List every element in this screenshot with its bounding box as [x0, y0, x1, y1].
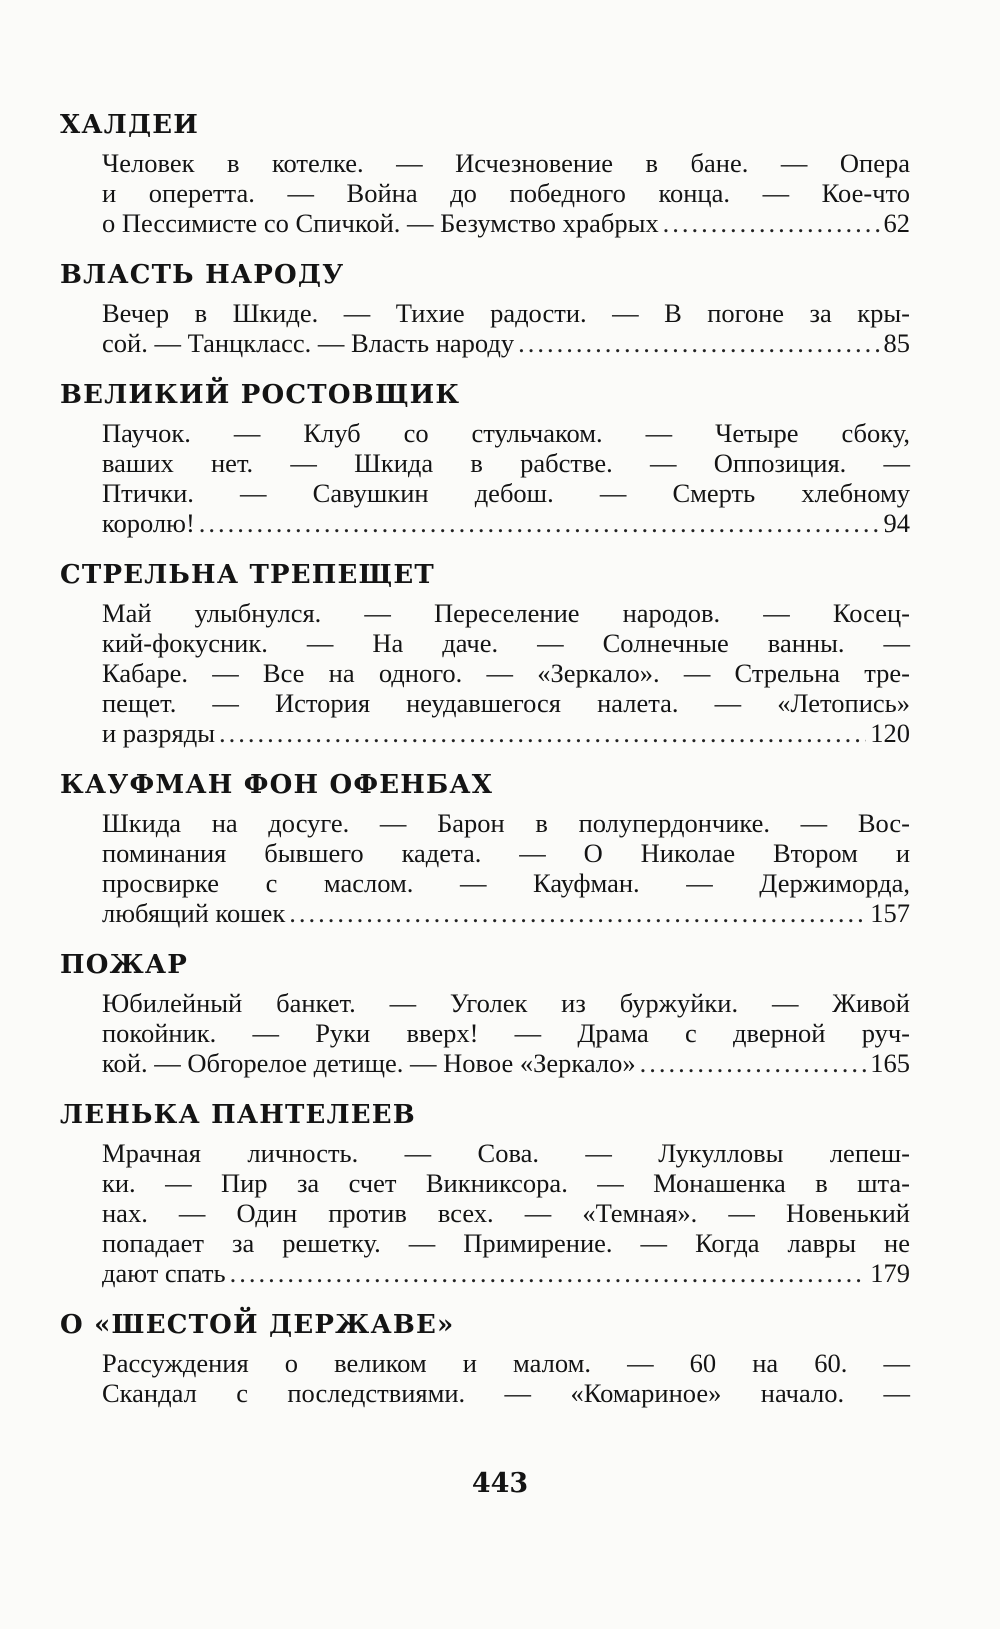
contents-entry-line: [102, 508, 910, 538]
section-contents: [102, 418, 910, 538]
contents-line: кий-фокусник. — На даче. — Солнечные ванны. —: [102, 628, 910, 658]
table-of-contents: [60, 108, 910, 1428]
contents-line: Паучок. — Клуб со стульчаком. — Четыре сбоку,: [102, 418, 910, 448]
contents-line: Рассуждения о великом и малом. — 60 на 60. —: [102, 1348, 910, 1378]
contents-line: ваших нет. — Шкида в рабстве. — Оппозиция. —: [102, 448, 910, 478]
contents-line: Птички. — Савушкин дебош. — Смерть хлебному: [102, 478, 910, 508]
contents-line: Мрачная личность. — Сова. — Лукулловы лепеш-: [102, 1138, 910, 1168]
contents-line: и разряды: [102, 718, 216, 748]
toc-section: [60, 108, 910, 238]
contents-entry-line: [102, 1258, 910, 1288]
contents-line: королю!: [102, 508, 195, 538]
page-ref: 62: [883, 208, 910, 238]
page-ref: 179: [870, 1258, 910, 1288]
toc-section: [60, 558, 910, 748]
toc-section: [60, 1308, 910, 1408]
dot-leader: [199, 508, 880, 538]
contents-line: пещет. — История неудавшегося налета. — «Летопись»: [102, 688, 910, 718]
page-ref: 165: [870, 1048, 910, 1078]
toc-section: [60, 948, 910, 1078]
page-ref: 85: [883, 328, 910, 358]
section-contents: [102, 598, 910, 748]
toc-section: [60, 1098, 910, 1288]
toc-section: [60, 378, 910, 538]
toc-section: [60, 768, 910, 928]
contents-line: Шкида на досуге. — Барон в полупердончике. — Вос-: [102, 808, 910, 838]
contents-line: покойник. — Руки вверх! — Драма с дверной руч-: [102, 1018, 910, 1048]
contents-line: поминания бывшего кадета. — О Николае Втором и: [102, 838, 910, 868]
page-ref: 157: [870, 898, 910, 928]
contents-entry-line: [102, 898, 910, 928]
section-title: ЛЕНЬКА ПАНТЕЛЕЕВ: [60, 1100, 416, 1130]
contents-line: любящий кошек: [102, 898, 286, 928]
section-contents: [102, 1138, 910, 1288]
contents-line: Кабаре. — Все на одного. — «Зеркало». — Стрельна тре-: [102, 658, 910, 688]
contents-line: Человек в котелке. — Исчезновение в бане. — Опера: [102, 148, 910, 178]
section-title: КАУФМАН ФОН ОФЕНБАХ: [60, 770, 494, 800]
contents-line: дают спать: [102, 1258, 226, 1288]
section-contents: [102, 148, 910, 238]
dot-leader: [640, 1048, 867, 1078]
contents-line: Вечер в Шкиде. — Тихие радости. — В погоне за кры-: [102, 298, 910, 328]
section-title: ХАЛДЕИ: [60, 110, 200, 140]
toc-section: [60, 258, 910, 358]
contents-entry-line: [102, 1048, 910, 1078]
contents-line: и оперетта. — Война до победного конца. — Кое-что: [102, 178, 910, 208]
section-title: ПОЖАР: [60, 950, 189, 980]
contents-entry-line: [102, 718, 910, 748]
section-title: СТРЕЛЬНА ТРЕПЕЩЕТ: [60, 560, 435, 590]
dot-leader: [219, 718, 866, 748]
contents-line: Юбилейный банкет. — Уголек из буржуйки. — Живой: [102, 988, 910, 1018]
contents-line: ки. — Пир за счет Викниксора. — Монашенка в шта-: [102, 1168, 910, 1198]
contents-entry-line: [102, 328, 910, 358]
contents-line: сой. — Танцкласс. — Власть народу: [102, 328, 515, 358]
section-contents: [102, 988, 910, 1078]
section-title: ВЕЛИКИЙ РОСТОВЩИК: [60, 380, 461, 410]
section-contents: [102, 808, 910, 928]
contents-line: просвирке с маслом. — Кауфман. — Держиморда,: [102, 868, 910, 898]
dot-leader: [230, 1258, 867, 1288]
page-number: 443: [471, 1468, 529, 1499]
contents-line: о Пессимисте со Спичкой. — Безумство храбрых: [102, 208, 659, 238]
page-ref: 120: [870, 718, 910, 748]
contents-line: Май улыбнулся. — Переселение народов. — Косец-: [102, 598, 910, 628]
section-contents: [102, 1348, 910, 1408]
contents-line: попадает за решетку. — Примирение. — Когда лавры не: [102, 1228, 910, 1258]
page-ref: 94: [883, 508, 910, 538]
section-title: ВЛАСТЬ НАРОДУ: [60, 260, 345, 290]
dot-leader: [289, 898, 866, 928]
contents-line: нах. — Один против всех. — «Темная». — Новенький: [102, 1198, 910, 1228]
section-contents: [102, 298, 910, 358]
dot-leader: [663, 208, 880, 238]
contents-line: Скандал с последствиями. — «Комариное» начало. —: [102, 1378, 910, 1408]
contents-line: кой. — Обгорелое детище. — Новое «Зеркало»: [102, 1048, 636, 1078]
dot-leader: [518, 328, 879, 358]
section-title: О «ШЕСТОЙ ДЕРЖАВЕ»: [60, 1310, 455, 1340]
contents-entry-line: [102, 208, 910, 238]
